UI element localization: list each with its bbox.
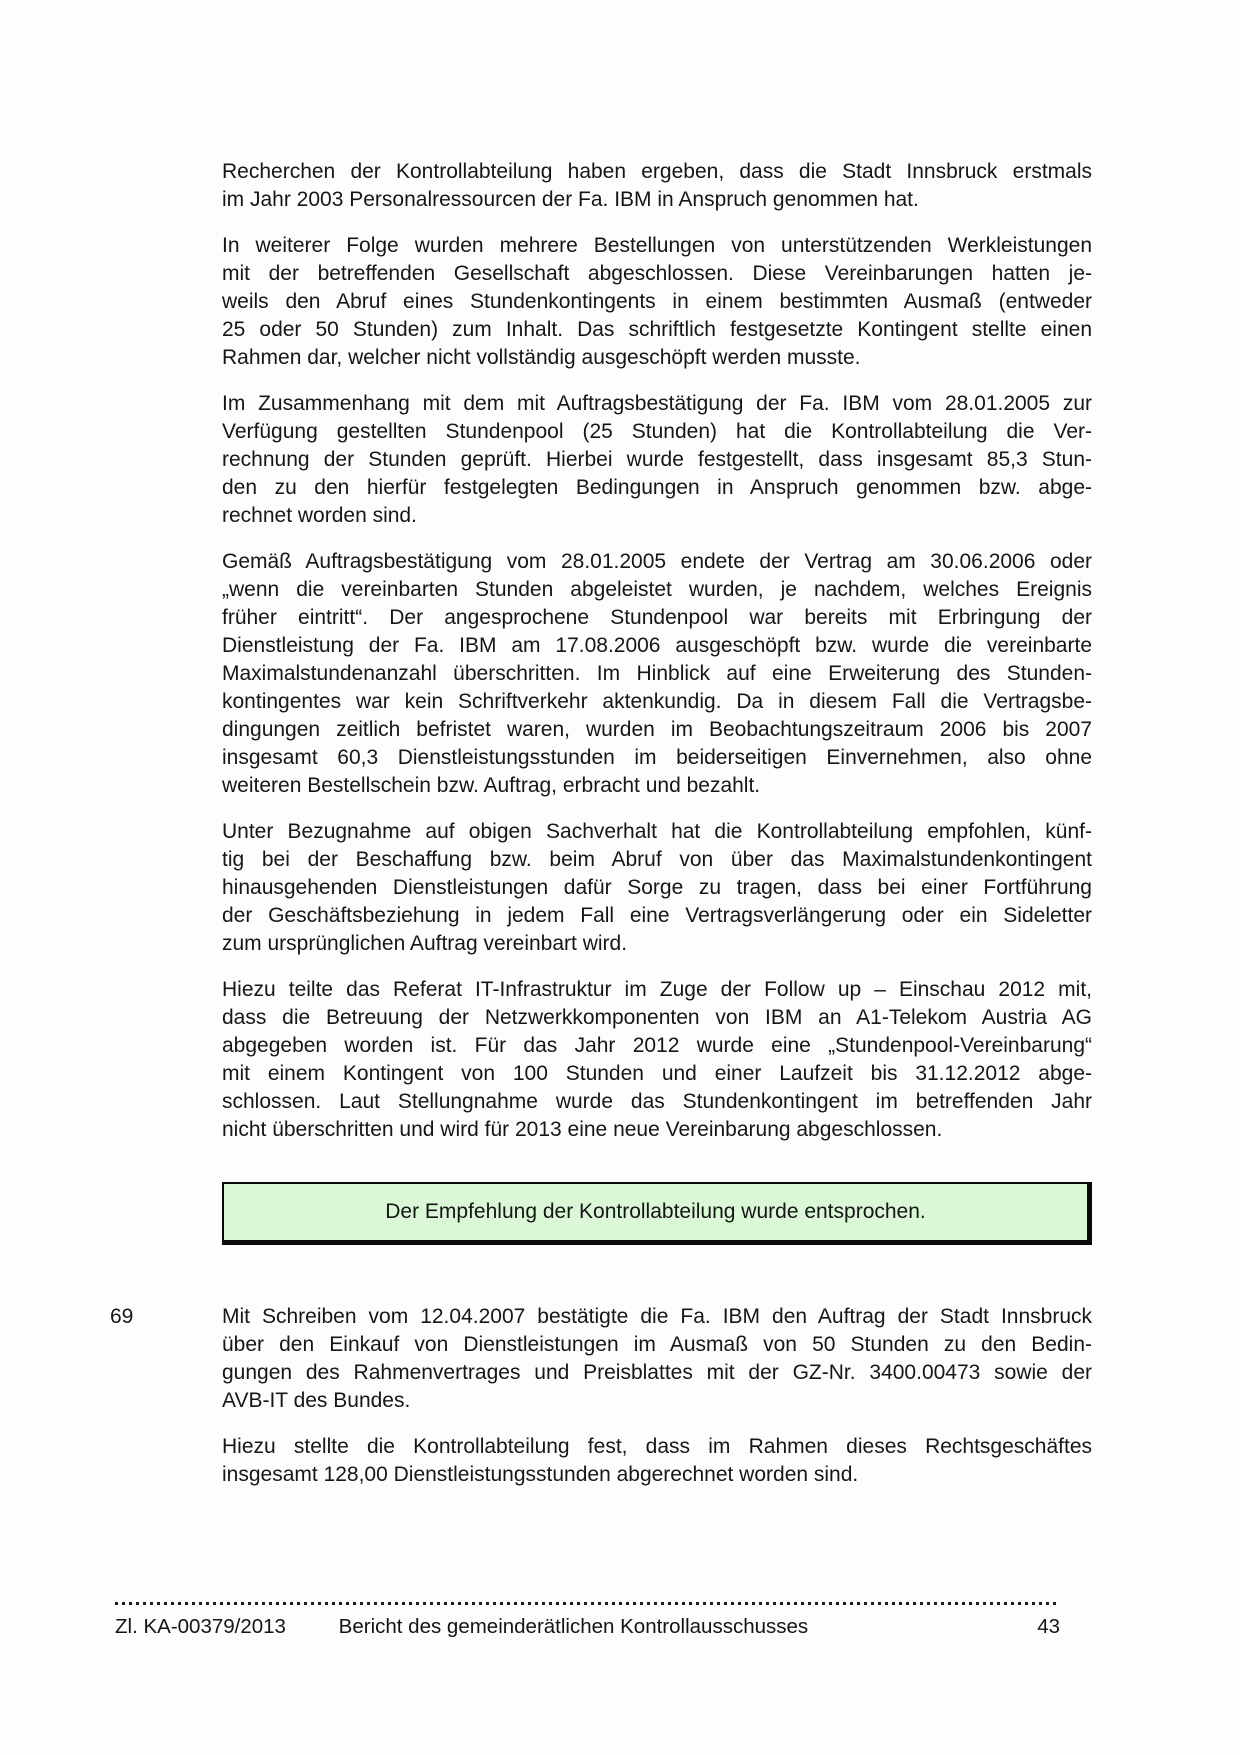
text-line: dingungen zeitlich befristet waren, wurden im Beobachtungszeitraum 2006 bis 2007 [222,718,1092,741]
text-line: insgesamt 60,3 Dienstleistungsstunden im beiderseitigen Einvernehmen, also ohne [222,746,1092,769]
text-line: Maximalstundenanzahl überschritten. Im Hinblick auf eine Erweiterung des Stunden- [222,662,1092,685]
text-line: Hiezu teilte das Referat IT-Infrastruktur im Zuge der Follow up – Einschau 2012 mit, [222,978,1092,1001]
text-line: gungen des Rahmenvertrages und Preisblattes mit der GZ-Nr. 3400.00473 sowie der [222,1361,1092,1384]
paragraph [110,1303,1092,1415]
text-line: „wenn die vereinbarten Stunden abgeleistet wurden, je nachdem, welches Ereignis [222,578,1092,601]
footer-row [115,1613,1060,1641]
text-line: Gemäß Auftragsbestätigung vom 28.01.2005 endete der Vertrag am 30.06.2006 oder [222,550,1092,573]
text-line: früher eintritt“. Der angesprochene Stundenpool war bereits mit Erbringung der [222,606,1092,629]
text-line: Verfügung gestellten Stundenpool (25 Stunden) hat die Kontrollabteilung die Ver- [222,420,1092,443]
paragraph [222,1433,1092,1489]
text-line: Hiezu stellte die Kontrollabteilung fest, dass im Rahmen dieses Rechtsgeschäftes [222,1435,1092,1458]
item-number: 69 [110,1305,134,1328]
paragraph-group-item-69 [110,1303,1092,1489]
text-line: Recherchen der Kontrollabteilung haben ergeben, dass die Stadt Innsbruck erstmals [222,160,1092,183]
text-line: nicht überschritten und wird für 2013 eine neue Vereinbarung abgeschlossen. [222,1118,943,1141]
text-line: Unter Bezugnahme auf obigen Sachverhalt hat die Kontrollabteilung empfohlen, künf- [222,820,1092,843]
text-line: In weiterer Folge wurden mehrere Bestellungen von unterstützenden Werkleistungen [222,234,1092,257]
text-line: Im Zusammenhang mit dem mit Auftragsbestätigung der Fa. IBM vom 28.01.2005 zur [222,392,1092,415]
footer-page-number: 43 [1037,1615,1060,1638]
paragraph [222,232,1092,372]
paragraph [222,548,1092,800]
text-line: Rahmen dar, welcher nicht vollständig ausgeschöpft werden musste. [222,346,861,369]
paragraph [222,976,1092,1144]
text-line: rechnet worden sind. [222,504,417,527]
text-line: tig bei der Beschaffung bzw. beim Abruf von über das Maximalstundenkontingent [222,848,1092,871]
text-line: Mit Schreiben vom 12.04.2007 bestätigte die Fa. IBM den Auftrag der Stadt Innsbruck [222,1305,1092,1328]
text-line: der Geschäftsbeziehung in jedem Fall eine Vertragsverlängerung oder ein Sideletter [222,904,1092,927]
text-line: Dienstleistung der Fa. IBM am 17.08.2006 ausgeschöpft bzw. wurde die vereinbarte [222,634,1092,657]
text-line: weils den Abruf eines Stundenkontingents in einem bestimmten Ausmaß (entweder [222,290,1092,313]
footer-reference-number: Zl. KA-00379/2013 [115,1615,286,1638]
text-line: mit einem Kontingent von 100 Stunden und einer Laufzeit bis 31.12.2012 abge- [222,1062,1092,1085]
paragraph [222,158,1092,214]
text-line: kontingentes war kein Schriftverkehr aktenkundig. Da in diesem Fall die Vertragsbe- [222,690,1092,713]
text-line: zum ursprünglichen Auftrag vereinbart wird. [222,932,628,955]
text-line: über den Einkauf von Dienstleistungen im Ausmaß von 50 Stunden zu den Bedin- [222,1333,1092,1356]
text-line: mit der betreffenden Gesellschaft abgeschlossen. Diese Vereinbarungen hatten je- [222,262,1092,285]
text-line: AVB-IT des Bundes. [222,1389,411,1412]
paragraph-group-main [222,158,1092,1144]
text-line: hinausgehenden Dienstleistungen dafür Sorge zu tragen, dass bei einer Fortführung [222,876,1092,899]
text-line: weiteren Bestellschein bzw. Auftrag, erbracht und bezahlt. [222,774,761,797]
text-line: im Jahr 2003 Personalressourcen der Fa. IBM in Anspruch genommen hat. [222,188,919,211]
paragraph [222,390,1092,530]
text-line: 25 oder 50 Stunden) zum Inhalt. Das schriftlich festgesetzte Kontingent stellte einen [222,318,1092,341]
text-line: abgegeben worden ist. Für das Jahr 2012 wurde eine „Stundenpool-Vereinbarung“ [222,1034,1092,1057]
footer-report-title: Bericht des gemeinderätlichen Kontrollausschusses [338,1615,809,1638]
text-line: insgesamt 128,00 Dienstleistungsstunden abgerechnet worden sind. [222,1463,859,1486]
text-line: dass die Betreuung der Netzwerkkomponenten von IBM an A1-Telekom Austria AG [222,1006,1092,1029]
document-body [110,158,1092,1507]
text-line: den zu den hierfür festgelegten Bedingungen in Anspruch genommen bzw. abge- [222,476,1092,499]
text-line: rechnung der Stunden geprüft. Hierbei wurde festgestellt, dass insgesamt 85,3 Stun- [222,448,1092,471]
paragraph [222,818,1092,958]
recommendation-box [222,1182,1092,1245]
page-footer [115,1602,1060,1641]
footer-divider [115,1602,1060,1605]
recommendation-text: Der Empfehlung der Kontrollabteilung wurde entsprochen. [385,1200,926,1223]
text-line: schlossen. Laut Stellungnahme wurde das Stundenkontingent im betreffenden Jahr [222,1090,1092,1113]
